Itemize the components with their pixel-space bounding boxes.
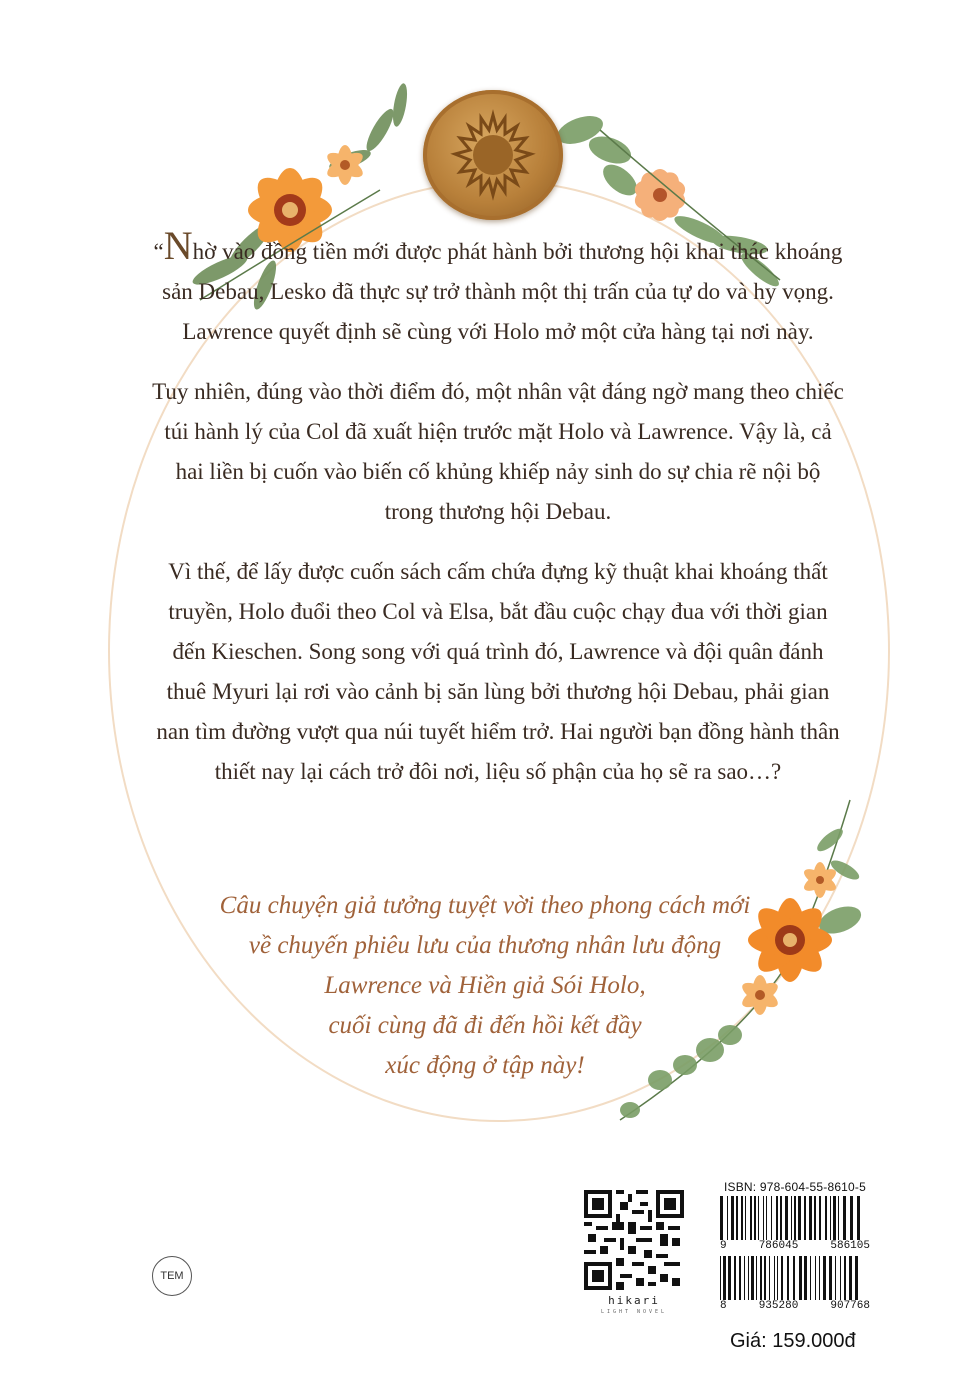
barcode-bar	[827, 1196, 829, 1240]
drop-cap: N	[163, 223, 193, 268]
barcode-bar	[858, 1256, 861, 1300]
barcode-bar	[754, 1256, 755, 1300]
barcode-bar	[772, 1196, 775, 1240]
barcode-bar	[721, 1256, 722, 1300]
barcode-digit-group: 907768	[830, 1300, 870, 1312]
barcode-bar	[756, 1196, 757, 1240]
barcode-bar	[806, 1196, 808, 1240]
tagline-line: Lawrence và Hiền giả Sói Holo,	[324, 972, 646, 999]
sun-coin-icon	[423, 90, 563, 220]
barcode-digit-group: 935280	[758, 1300, 799, 1312]
publisher-logo	[584, 1294, 684, 1315]
barcode-bar	[853, 1196, 856, 1240]
barcode-bar	[782, 1196, 784, 1240]
barcode-bar	[741, 1256, 743, 1300]
barcode-bar	[839, 1196, 842, 1240]
barcode-bar	[802, 1256, 803, 1300]
barcode-bar	[775, 1256, 776, 1300]
barcode-bar	[778, 1256, 780, 1300]
barcode-bar	[734, 1196, 735, 1240]
barcode-bar	[770, 1256, 773, 1300]
barcode-bar	[736, 1256, 738, 1300]
synopsis-paragraph-1-text: hờ vào đồng tiền mới được phát hành bởi thương hội khai thác khoáng sản Debau, Lesko đã thực sự trở thành một thị trấn của tự do và hy vọng. Lawrence quyết định sẽ cùng với Holo mở một cửa hàng tại nơi này.	[162, 239, 843, 344]
barcode-digit-group: 8	[720, 1300, 727, 1312]
barcode-bar	[860, 1196, 862, 1240]
barcode-bar	[801, 1196, 803, 1240]
barcode-bar	[811, 1256, 814, 1300]
barcode-top-bars	[720, 1196, 870, 1240]
synopsis-paragraph-1	[150, 223, 846, 352]
barcode-bar	[783, 1256, 786, 1300]
synopsis-paragraph-3: Vì thế, để lấy được cuốn sách cấm chứa đựng kỹ thuật khai khoáng thất truyền, Holo đuổi theo Col và Elsa, bắt đầu cuộc chạy đua với thời gian đến Kieschen. Song song với quá trình đó, Lawrence và đội quân đánh thuê Myuri lại rơi vào cảnh bị săn lùng bởi thương hội Debau, phải gian nan tìm đường vượt qua núi tuyết hiểm trở. Hai người bạn đồng hành thân thiết nay lại cách trở đôi nơi, liệu số phận của họ sẽ ra sao…?	[156, 559, 840, 784]
barcode-bar	[792, 1196, 793, 1240]
barcode-bar	[852, 1256, 854, 1300]
qr-code-icon[interactable]	[584, 1190, 684, 1290]
publisher-name: hikari	[608, 1294, 660, 1307]
tem-stamp: TEM	[152, 1256, 192, 1296]
barcode-bar	[764, 1196, 765, 1240]
barcode-bar	[807, 1256, 809, 1300]
barcode-bar	[745, 1256, 747, 1300]
barcode-bar	[767, 1196, 770, 1240]
barcode-bar	[836, 1256, 839, 1300]
quote-mark: “	[153, 239, 164, 264]
barcode-bar	[846, 1256, 848, 1300]
barcode-bar	[789, 1256, 792, 1300]
barcode-bar	[728, 1196, 730, 1240]
synopsis-text	[150, 223, 846, 812]
barcode-bar	[726, 1256, 727, 1300]
publisher-sub: LIGHT NOVEL	[600, 1309, 668, 1315]
barcode-bottom-bars	[720, 1256, 870, 1300]
barcode-bar	[812, 1196, 813, 1240]
barcode-bar	[826, 1256, 828, 1300]
barcode-bar	[731, 1256, 733, 1300]
barcode-bar	[841, 1256, 843, 1300]
tagline	[190, 886, 780, 1086]
barcode-bar	[821, 1196, 824, 1240]
barcode-bar	[759, 1196, 762, 1240]
barcode-block	[720, 1180, 870, 1320]
barcode-bar	[766, 1256, 768, 1300]
barcode-bar	[752, 1196, 753, 1240]
barcode-top-digits	[720, 1240, 870, 1254]
tagline-line: Câu chuyện giả tưởng tuyệt vời theo phong cách mới	[219, 892, 751, 919]
barcode-bar	[795, 1256, 798, 1300]
barcode-bar	[836, 1196, 837, 1240]
barcode-bar	[816, 1256, 818, 1300]
barcode-bottom-digits	[720, 1300, 870, 1314]
barcode-bar	[820, 1256, 822, 1300]
barcode-bar	[743, 1196, 744, 1240]
tagline-line: về chuyến phiêu lưu của thương nhân lưu động	[248, 932, 722, 959]
tagline-line: cuối cùng đã đi đến hồi kết đầy	[328, 1012, 642, 1039]
barcode-bar	[788, 1196, 790, 1240]
isbn-text: ISBN: 978-604-55-8610-5	[723, 1180, 867, 1194]
barcode-bar	[762, 1256, 763, 1300]
barcode-bar	[846, 1196, 849, 1240]
barcode-bar	[831, 1196, 832, 1240]
barcode-bar	[746, 1196, 749, 1240]
barcode-bar	[778, 1196, 779, 1240]
tagline-line: xúc động ở tập này!	[385, 1052, 585, 1079]
synopsis-paragraph-2: Tuy nhiên, đúng vào thời điểm đó, một nhân vật đáng ngờ mang theo chiếc túi hành lý của Col đã xuất hiện trước mặt Holo và Lawrence. Vậy là, cả hai liền bị cuốn vào biến cố khủng khiếp nảy sinh do sự chia rẽ nội bộ trong thương hội Debau.	[152, 379, 844, 524]
barcode-bar	[816, 1196, 818, 1240]
barcode-digit-group: 9	[720, 1240, 727, 1252]
price-label: Giá: 159.000đ	[730, 1330, 856, 1352]
barcode-bar	[796, 1196, 797, 1240]
barcode-bar	[757, 1256, 759, 1300]
barcode-digit-group: 786045	[758, 1240, 799, 1252]
barcode-bar	[723, 1196, 726, 1240]
barcode-bar	[738, 1196, 740, 1240]
barcode-digit-group: 586105	[830, 1240, 870, 1252]
barcode-bar	[832, 1256, 834, 1300]
barcode-bar	[749, 1256, 750, 1300]
